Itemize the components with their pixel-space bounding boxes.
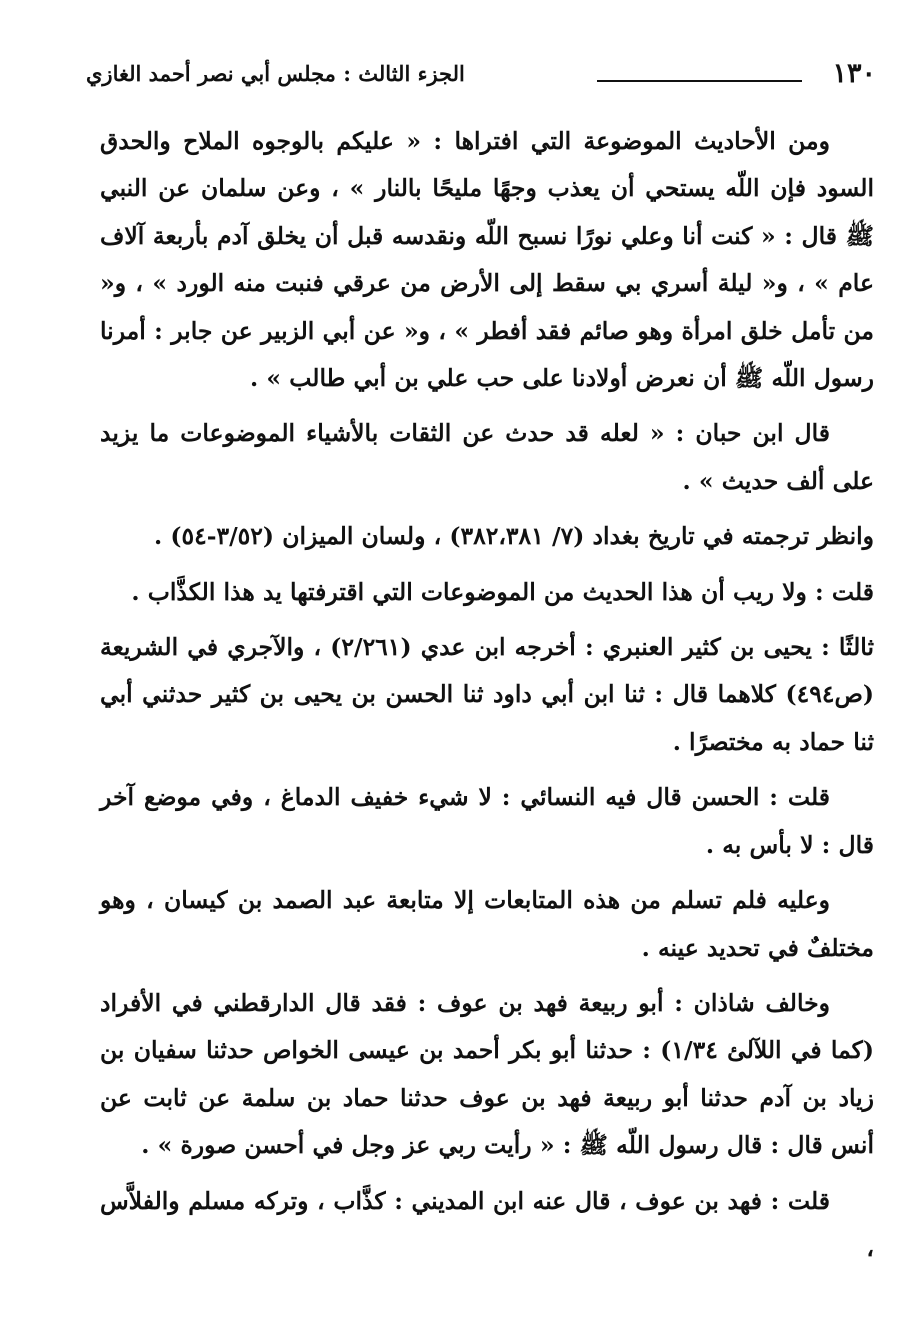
page-header bbox=[86, 52, 876, 98]
page-body bbox=[100, 118, 874, 1280]
running-title: الجزء الثالث : مجلس أبي نصر أحمد الغازي bbox=[86, 61, 465, 86]
page-number: ١٣٠ bbox=[832, 58, 876, 89]
header-rule bbox=[597, 80, 802, 82]
paragraph-fabricated-hadiths: ومن الأحاديث الموضوعة التي افتراها : « عليكم بالوجوه الملاح والحدق السود فإن اللّه يستحي أن يعذب وجهًا مليحًا بالنار » ، وعن سلمان عن النبي ﷺ قال : « كنت أنا وعلي نورًا نسبح اللّه ونقدسه قبل أن يخلق آدم بأربعة آلاف عام » ، و« ليلة أسري بي سقط إلى الأرض من عرقي فنبت منه الورد » ، و« من تأمل خلق امرأة وهو صائم فقد أفطر » ، و« عن أبي الزبير عن جابر : أمرنا رسول اللّه ﷺ أن نعرض أولادنا على حب علي بن أبي طالب » . bbox=[100, 127, 874, 393]
paragraph-ibn-hibban: قال ابن حبان : « لعله قد حدث عن الثقات بالأشياء الموضوعات ما يزيد على ألف حديث » . bbox=[100, 419, 874, 495]
paragraph-al-hasan: قلت : الحسن قال فيه النسائي : لا شيء خفيف الدماغ ، وفي موضع آخر قال : لا بأس به . bbox=[100, 783, 874, 859]
paragraph-conclusion: وعليه فلم تسلم من هذه المتابعات إلا متابعة عبد الصمد بن كيسان ، وهو مختلفٌ في تحديد عينه . bbox=[100, 886, 874, 962]
paragraph-third-yahya: ثالثًا : يحيى بن كثير العنبري : أخرجه ابن عدي (٢/٢٦١) ، والآجري في الشريعة (ص٤٩٤) كلاهما قال : ثنا ابن أبي داود ثنا الحسن بن يحيى بن كثير حدثني أبي ثنا حماد به مختصرًا . bbox=[100, 633, 875, 756]
paragraph-no-doubt: قلت : ولا ريب أن هذا الحديث من الموضوعات التي اقترفتها يد هذا الكذَّاب . bbox=[131, 577, 874, 606]
paragraph-see-biography: وانظر ترجمته في تاريخ بغداد (٧/ ٣٨٢،٣٨١) ، ولسان الميزان (٣/٥٢-٥٤) . bbox=[153, 522, 874, 551]
paragraph-fahd-ibn-awf: قلت : فهد بن عوف ، قال عنه ابن المديني : كذَّاب ، وتركه مسلم والفلاَّس ، bbox=[100, 1186, 874, 1262]
paragraph-shadhan: وخالف شاذان : أبو ربيعة فهد بن عوف : فقد قال الدارقطني في الأفراد (كما في اللآلئ ١/٣٤) : حدثنا أبو بكر أحمد بن عيسى الخواص حدثنا سفيان بن زياد بن آدم حدثنا أبو ربيعة فهد بن عوف حدثنا حماد بن سلمة عن ثابت عن أنس قال : قال رسول اللّه ﷺ : « رأيت ربي عز وجل في أحسن صورة » . bbox=[100, 988, 874, 1160]
